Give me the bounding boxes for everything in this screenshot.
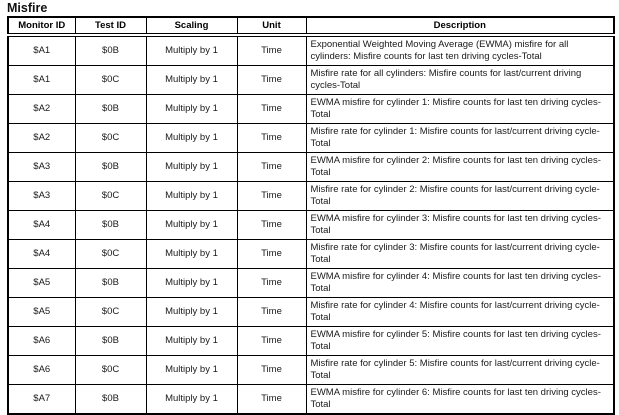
- unit-cell: Time: [237, 298, 306, 327]
- test-id-cell: $0C: [75, 298, 146, 327]
- description-cell: Misfire rate for cylinder 1: Misfire counts for last/current driving cycle-Total: [306, 124, 614, 153]
- monitor-id-cell: $A5: [8, 269, 75, 298]
- monitor-id-cell: $A4: [8, 211, 75, 240]
- description-cell: EWMA misfire for cylinder 5: Misfire counts for last ten driving cycles-Total: [306, 327, 614, 356]
- scaling-cell: Multiply by 1: [146, 385, 237, 415]
- unit-cell: Time: [237, 182, 306, 211]
- column-header-scaling: Scaling: [146, 17, 237, 35]
- misfire-spec-table: [7, 16, 615, 415]
- test-id-cell: $0C: [75, 240, 146, 269]
- unit-cell: Time: [237, 356, 306, 385]
- unit-cell: Time: [237, 385, 306, 415]
- unit-cell: Time: [237, 240, 306, 269]
- monitor-id-cell: $A5: [8, 298, 75, 327]
- monitor-id-cell: $A3: [8, 153, 75, 182]
- test-id-cell: $0B: [75, 95, 146, 124]
- column-header-monitor-id: Monitor ID: [8, 17, 75, 35]
- column-header-test-id: Test ID: [75, 17, 146, 35]
- unit-cell: Time: [237, 95, 306, 124]
- test-id-cell: $0C: [75, 66, 146, 95]
- table-row: [8, 240, 614, 269]
- monitor-id-cell: $A3: [8, 182, 75, 211]
- monitor-id-cell: $A6: [8, 327, 75, 356]
- unit-cell: Time: [237, 66, 306, 95]
- table-row: [8, 153, 614, 182]
- table-row: [8, 95, 614, 124]
- description-cell: Misfire rate for cylinder 5: Misfire counts for last/current driving cycle-Total: [306, 356, 614, 385]
- scaling-cell: Multiply by 1: [146, 211, 237, 240]
- test-id-cell: $0C: [75, 182, 146, 211]
- table-header: [8, 17, 614, 35]
- description-cell: Misfire rate for cylinder 3: Misfire counts for last/current driving cycle-Total: [306, 240, 614, 269]
- unit-cell: Time: [237, 327, 306, 356]
- monitor-id-cell: $A6: [8, 356, 75, 385]
- test-id-cell: $0B: [75, 211, 146, 240]
- test-id-cell: $0C: [75, 124, 146, 153]
- description-cell: Misfire rate for cylinder 4: Misfire counts for last/current driving cycle-Total: [306, 298, 614, 327]
- monitor-id-cell: $A2: [8, 95, 75, 124]
- table-body: [8, 35, 614, 414]
- unit-cell: Time: [237, 211, 306, 240]
- scaling-cell: Multiply by 1: [146, 298, 237, 327]
- table-row: [8, 211, 614, 240]
- test-id-cell: $0B: [75, 153, 146, 182]
- unit-cell: Time: [237, 124, 306, 153]
- test-id-cell: $0B: [75, 385, 146, 415]
- test-id-cell: $0C: [75, 356, 146, 385]
- table-row: [8, 327, 614, 356]
- scaling-cell: Multiply by 1: [146, 35, 237, 66]
- scaling-cell: Multiply by 1: [146, 327, 237, 356]
- test-id-cell: $0B: [75, 327, 146, 356]
- monitor-id-cell: $A1: [8, 35, 75, 66]
- description-cell: EWMA misfire for cylinder 4: Misfire counts for last ten driving cycles-Total: [306, 269, 614, 298]
- column-header-description: Description: [306, 17, 614, 35]
- unit-cell: Time: [237, 153, 306, 182]
- scaling-cell: Multiply by 1: [146, 182, 237, 211]
- column-header-unit: Unit: [237, 17, 306, 35]
- monitor-id-cell: $A2: [8, 124, 75, 153]
- test-id-cell: $0B: [75, 35, 146, 66]
- description-cell: EWMA misfire for cylinder 1: Misfire counts for last ten driving cycles-Total: [306, 95, 614, 124]
- description-cell: EWMA misfire for cylinder 2: Misfire counts for last ten driving cycles-Total: [306, 153, 614, 182]
- scaling-cell: Multiply by 1: [146, 153, 237, 182]
- table-row: [8, 356, 614, 385]
- table-row: [8, 182, 614, 211]
- monitor-id-cell: $A7: [8, 385, 75, 415]
- description-cell: Exponential Weighted Moving Average (EWMA) misfire for all cylinders: Misfire counts for last ten driving cycles-Total: [306, 35, 614, 66]
- monitor-id-cell: $A4: [8, 240, 75, 269]
- description-cell: Misfire rate for all cylinders: Misfire counts for last/current driving cycles-Total: [306, 66, 614, 95]
- table-header-row: [8, 17, 614, 35]
- scaling-cell: Multiply by 1: [146, 269, 237, 298]
- scaling-cell: Multiply by 1: [146, 240, 237, 269]
- description-cell: EWMA misfire for cylinder 6: Misfire counts for last ten driving cycles-Total: [306, 385, 614, 415]
- description-cell: Misfire rate for cylinder 2: Misfire counts for last/current driving cycle-Total: [306, 182, 614, 211]
- table-row: [8, 385, 614, 415]
- scaling-cell: Multiply by 1: [146, 124, 237, 153]
- description-cell: EWMA misfire for cylinder 3: Misfire counts for last ten driving cycles-Total: [306, 211, 614, 240]
- unit-cell: Time: [237, 269, 306, 298]
- page-title: Misfire: [7, 1, 48, 15]
- table-row: [8, 66, 614, 95]
- scaling-cell: Multiply by 1: [146, 95, 237, 124]
- unit-cell: Time: [237, 35, 306, 66]
- table-row: [8, 298, 614, 327]
- table-row: [8, 124, 614, 153]
- monitor-id-cell: $A1: [8, 66, 75, 95]
- table-row: [8, 269, 614, 298]
- scaling-cell: Multiply by 1: [146, 66, 237, 95]
- test-id-cell: $0B: [75, 269, 146, 298]
- table-row: [8, 35, 614, 66]
- scaling-cell: Multiply by 1: [146, 356, 237, 385]
